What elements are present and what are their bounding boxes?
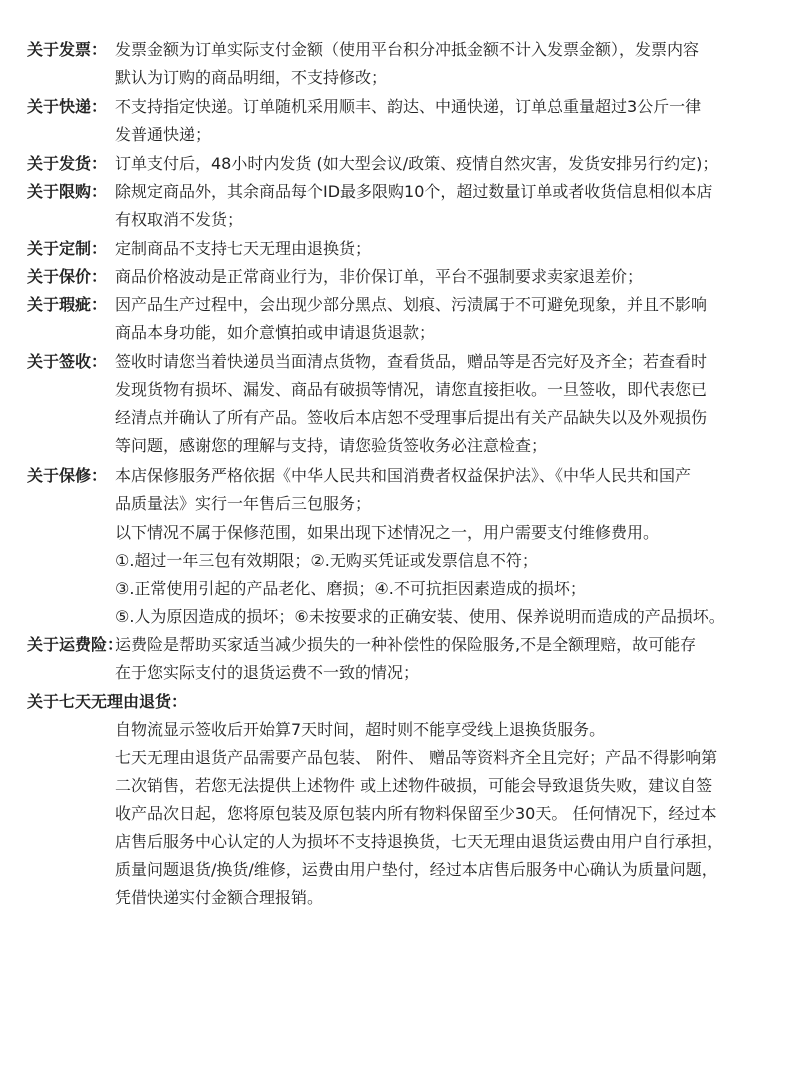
section-label: 关于签收： <box>27 352 108 371</box>
section-line: 商品价格波动是正常商业行为，非价保订单，平台不强制要求卖家退差价； <box>115 267 644 286</box>
section-line: 店售后服务中心认定的人为损坏不支持退换货，七天无理由退货运费由用户自行承担， <box>115 832 724 851</box>
section-line: 签收时请您当着快递员当面清点货物，查看货品，赠品等是否完好及齐全；若查看时 <box>115 352 708 371</box>
section-line: ⑤.人为原因造成的损坏；⑥未按要求的正确安装、使用、保养说明而造成的产品损坏。 <box>115 607 725 626</box>
section-line: 二次销售，若您无法提供上述物件 或上述物件破损，可能会导致退货失败，建议自签 <box>115 776 713 795</box>
section-line: 等问题，感谢您的理解与支持，请您验货签收务必注意检查； <box>115 436 548 455</box>
section-line: 订单支付后，48小时内发货 (如大型会议/政策、疫情自然灾害，发货安排另行约定)； <box>115 154 719 173</box>
section-line: 凭借快递实付金额合理报销。 <box>115 888 324 907</box>
section-line: 以下情况不属于保修范围，如果出现下述情况之一，用户需要支付维修费用。 <box>115 523 660 542</box>
section-line: 发票金额为订单实际支付金额（使用平台积分冲抵金额不计入发票金额），发票内容 <box>115 40 700 59</box>
section-line: 自物流显示签收后开始算7天时间，超时则不能享受线上退换货服务。 <box>115 720 606 739</box>
section-line: 有权取消不发货； <box>115 210 244 229</box>
section-line: 品质量法》实行一年售后三包服务； <box>115 494 372 513</box>
section-line: 默认为订购的商品明细，不支持修改； <box>115 68 388 87</box>
section-line: 发现货物有损坏、漏发、商品有破损等情况，请您直接拒收。一旦签收，即代表您已 <box>115 380 708 399</box>
section-label: 关于保修： <box>27 466 108 485</box>
section-label: 关于七天无理由退货： <box>27 692 188 711</box>
section-line: 不支持指定快递。订单随机采用顺丰、韵达、中通快递，订单总重量超过3公斤一律 <box>115 97 702 116</box>
section-line: ①.超过一年三包有效期限；②.无购买凭证或发票信息不符； <box>115 551 538 570</box>
section-label: 关于快递： <box>27 97 108 116</box>
section-line: 定制商品不支持七天无理由退换货； <box>115 239 372 258</box>
section-line: 在于您实际支付的退货运费不一致的情况； <box>115 663 420 682</box>
section-line: 发普通快递； <box>115 125 211 144</box>
section-line: 因产品生产过程中，会出现少部分黑点、划痕、污渍属于不可避免现象，并且不影响 <box>115 295 708 314</box>
section-label: 关于定制： <box>27 239 108 258</box>
section-label: 关于保价： <box>27 267 108 286</box>
section-line: 运费险是帮助买家适当减少损失的一种补偿性的保险服务,不是全额理赔，故可能存 <box>115 635 697 654</box>
section-line: 商品本身功能，如介意慎拍或申请退货退款； <box>115 323 436 342</box>
section-label: 关于限购： <box>27 182 108 201</box>
section-line: 经清点并确认了所有产品。签收后本店恕不受理事后提出有关产品缺失以及外观损伤 <box>115 408 708 427</box>
section-line: 本店保修服务严格依据《中华人民共和国消费者权益保护法》、《中华人民共和国产 <box>115 466 692 485</box>
section-line: 质量问题退货/换货/维修，运费由用户垫付，经过本店售后服务中心确认为质量问题， <box>115 860 718 879</box>
section-line: 收产品次日起，您将原包装及原包装内所有物料保留至少30天。 任何情况下，经过本 <box>115 804 717 823</box>
section-line: 除规定商品外，其余商品每个ID最多限购10个，超过数量订单或者收货信息相似本店 <box>115 182 713 201</box>
section-label: 关于发货： <box>27 154 108 173</box>
section-line: ③.正常使用引起的产品老化、磨损；④.不可抗拒因素造成的损坏； <box>115 579 586 598</box>
section-label: 关于瑕疵： <box>27 295 108 314</box>
section-label: 关于运费险： <box>27 635 124 654</box>
section-label: 关于发票： <box>27 40 108 59</box>
section-line: 七天无理由退货产品需要产品包装、 附件、 赠品等资料齐全且完好；产品不得影响第 <box>115 748 718 767</box>
